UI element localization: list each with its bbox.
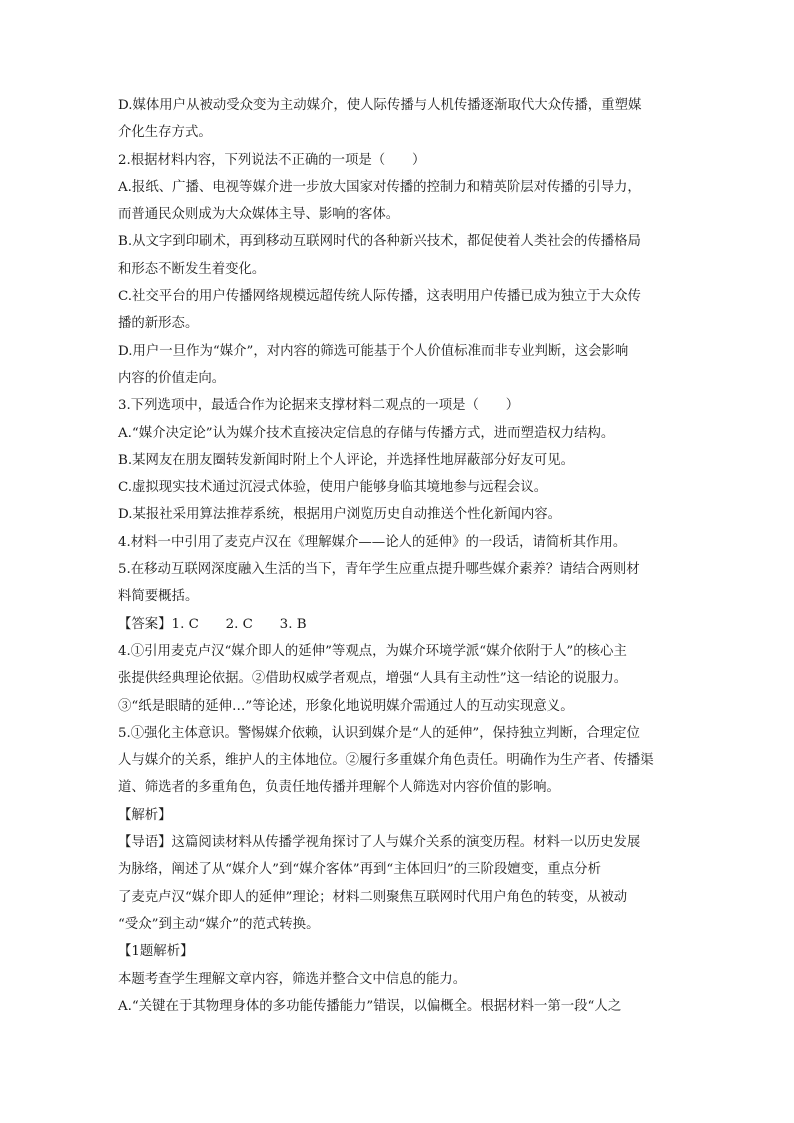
text-line: 内容的价值走向。 <box>118 370 226 386</box>
text-line: C.虚拟现实技术通过沉浸式体验，使用户能够身临其境地参与远程会议。 <box>118 480 548 496</box>
text-line: 【解析】 <box>118 807 172 823</box>
text-line: 5.在移动互联网深度融入生活的当下，青年学生应重点提升哪些媒介素养？请结合两则材 <box>118 562 640 578</box>
text-line: D.媒体用户从被动受众变为主动媒介，使人际传播与人机传播逐渐取代大众传播，重塑媒 <box>118 98 642 113</box>
text-line: ③“纸是眼睛的延伸…”等论述，形象化地说明媒介需通过人的互动实现意义。 <box>118 698 574 714</box>
text-line: “受众”到主动“媒介”的范式转换。 <box>118 916 320 932</box>
text-line: B.某网友在朋友圈转发新闻时附上个人评论，并选择性地屏蔽部分好友可见。 <box>118 452 574 468</box>
text-line: 而普通民众则成为大众媒体主导、影响的客体。 <box>118 207 400 223</box>
text-line: 4.①引用麦克卢汉“媒介即人的延伸”等观点，为媒介环境学派“媒介依附于人”的核心主 <box>118 643 627 659</box>
text-line: D.某报社采用算法推荐系统，根据用户浏览历史自动推送个性化新闻内容。 <box>118 507 562 523</box>
text-line: 本题考查学生理解文章内容，筛选并整合文中信息的能力。 <box>118 971 467 987</box>
text-line: A.“关键在于其物理身体的多功能传播能力”错误，以偏概全。根据材料一第一段“人之 <box>118 998 622 1014</box>
text-line: 3.下列选项中，最适合作为论据来支撑材料二观点的一项是（ ） <box>118 398 520 414</box>
text-line: 【导语】这篇阅读材料从传播学视角探讨了人与媒介关系的演变历程。材料一以历史发展 <box>118 835 641 851</box>
text-line: 料简要概括。 <box>118 589 199 605</box>
text-line: B.从文字到印刷术，再到移动互联网时代的各种新兴技术，都促使着人类社会的传播格局 <box>118 234 641 250</box>
text-line: 介化生存方式。 <box>118 125 212 141</box>
text-line: 【答案】1. C 2. C 3. B <box>118 616 307 632</box>
text-line: 道、筛选者的多重角色，负责任地传播并理解个人筛选对内容价值的影响。 <box>118 780 560 796</box>
text-line: A.“媒介决定论”认为媒介技术直接决定信息的存储与传播方式，进而塑造权力结构。 <box>118 425 615 441</box>
text-line: 播的新形态。 <box>118 316 199 332</box>
text-line: 5.①强化主体意识。警惕媒介依赖，认识到媒介是“人的延伸”，保持独立判断，合理定位 <box>118 725 640 741</box>
text-line: 了麦克卢汉“媒介即人的延伸”理论；材料二则聚焦互联网时代用户角色的转变，从被动 <box>118 889 628 905</box>
text-line: 4.材料一中引用了麦克卢汉在《理解媒介——论人的延伸》的一段话，请简析其作用。 <box>118 534 627 550</box>
text-line: 张提供经典理论依据。②借助权威学者观点，增强“人具有主动性”这一结论的说服力。 <box>118 671 628 687</box>
text-line: C.社交平台的用户传播网络规模远超传统人际传播，这表明用户传播已成为独立于大众传 <box>118 289 641 305</box>
text-line: A.报纸、广播、电视等媒介进一步放大国家对传播的控制力和精英阶层对传播的引导力， <box>118 179 641 195</box>
document-body <box>118 92 678 1020</box>
text-line: 2.根据材料内容，下列说法不正确的一项是（ ） <box>118 152 426 168</box>
text-line: 为脉络，阐述了从“媒介人”到“媒介客体”再到“主体回归”的三阶段嬗变，重点分析 <box>118 862 601 878</box>
text-line: D.用户一旦作为“媒介”，对内容的筛选可能基于个人价值标准而非专业判断，这会影响 <box>118 343 629 359</box>
text-line: 和形态不断发生着变化。 <box>118 261 266 277</box>
text-line: 【1题解析】 <box>118 944 194 960</box>
text-line: 人与媒介的关系，维护人的主体地位。②履行多重媒介角色责任。明确作为生产者、传播渠 <box>118 753 654 769</box>
